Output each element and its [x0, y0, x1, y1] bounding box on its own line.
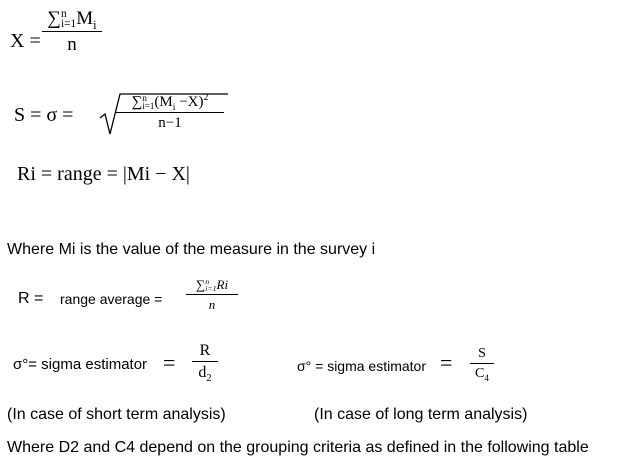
eq2-denominator: n−1: [158, 115, 182, 131]
eq4-denominator: n: [208, 297, 216, 312]
text-mi-definition: Where Mi is the value of the measure in the survey i: [7, 241, 376, 258]
note-long-term: (In case of long term analysis): [314, 406, 528, 423]
eq5-denominator: $d_2$: [198, 364, 212, 385]
eq6-lhs: σ° = sigma estimator: [297, 358, 427, 374]
eq2-fraction-bar: [116, 112, 224, 113]
text-grouping-criteria: Where D2 and C4 depend on the grouping criteria as defined in the following table: [7, 439, 589, 456]
eq3-range: Ri = range = |Mi − X|: [17, 163, 190, 185]
eq2-fraction: [116, 94, 224, 132]
eq4-label: range average =: [60, 291, 163, 307]
eq5-lhs: σ°= sigma estimator: [13, 356, 148, 373]
eq6-equals: =: [440, 350, 453, 375]
eq4-fraction-bar: [186, 294, 238, 295]
eq5-fraction: [192, 342, 218, 385]
note-short-term: (In case of short term analysis): [7, 406, 226, 423]
eq4-lhs: R =: [18, 290, 44, 307]
eq1-limits: n i=1: [60, 7, 77, 30]
eq6-denominator: $C_4$: [475, 366, 489, 383]
eq1-numerator: [42, 8, 102, 30]
eq4-fraction: [186, 277, 238, 313]
eq1-lhs: X =: [10, 30, 41, 52]
eq5-fraction-bar: [192, 361, 218, 362]
eq6-numerator: S: [478, 346, 486, 361]
eq1-denominator: n: [67, 34, 77, 55]
eq5-numerator: R: [199, 342, 211, 359]
eq4-numerator: ∑ n i=1 Ri: [195, 277, 229, 294]
eq6-fraction: [470, 346, 494, 382]
eq1-sigma: ∑: [47, 8, 61, 29]
eq2-lhs: S = σ =: [14, 104, 74, 126]
eq2-numerator: ∑ n i=1 $(M_i -X)^2$: [131, 92, 209, 113]
eq6-fraction-bar: [470, 363, 494, 364]
eq1-term-sub: i: [93, 17, 97, 32]
eq1-term: M: [76, 8, 94, 29]
eq1-fraction: [42, 8, 102, 56]
eq5-equals: =: [163, 350, 176, 375]
